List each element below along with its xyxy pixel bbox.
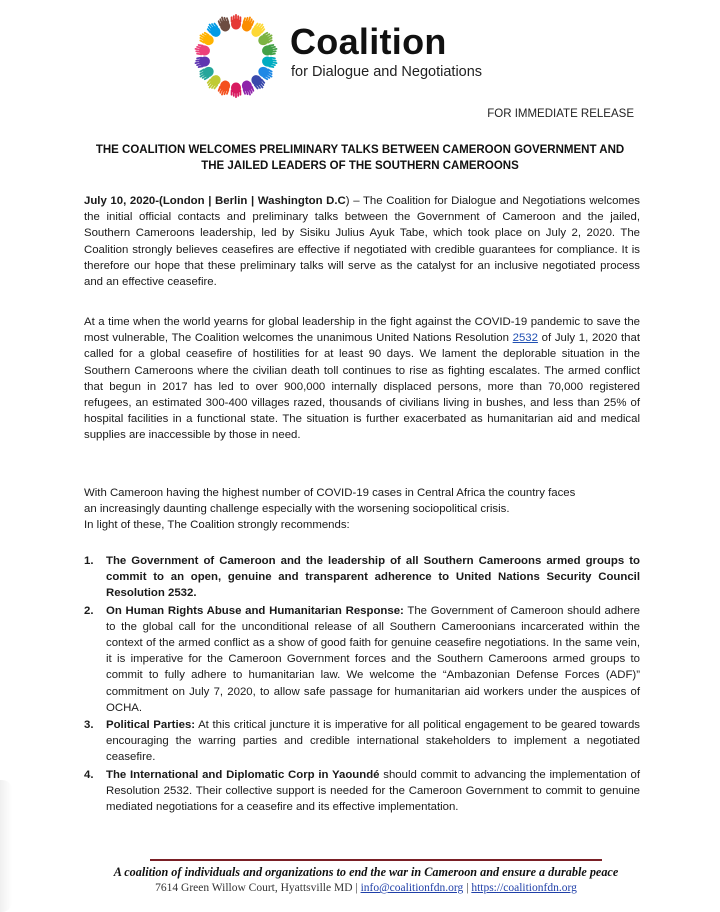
paragraph-text: of July 1, 2020 that called for a global ceasefire of hostilities for at least 90 days. We lament the deplorable situation in the Southern Cameroons where the civilian death toll continues to rise as fighting escalates. The armed conflict that begun in 2017 has led to over 900,000 internally displaced persons, more than 70,000 registered refugees, an estimated 300-400 villages razed, thousands of civilians living in bushes, and less than 25% of hospital facilities in a functional state. The situation is further exacerbated as humanitarian aid and medical supplies are inaccessible by those in need. — [84, 332, 640, 442]
list-item-bold: The International and Diplomatic Corp in Yaoundé — [106, 768, 380, 781]
list-number: 3. — [84, 719, 94, 732]
paragraph-text: At a time when the world yearns for global leadership in the fight against the COVID-19 pandemic to save the most vulnerable, The Coalition welcomes the unanimous United Nations Resolution — [84, 316, 640, 345]
list-item — [84, 717, 640, 766]
paragraph-line: With Cameroon having the highest number of COVID-19 cases in Central Africa the country faces — [84, 487, 576, 499]
list-item-bold: On Human Rights Abuse and Humanitarian Response: — [106, 604, 404, 617]
hand-print — [231, 83, 242, 99]
list-number: 2. — [84, 604, 94, 617]
list-number: 1. — [84, 555, 94, 567]
list-item-text: At this critical juncture it is imperative for all political engagement to be geared towards encouraging the warring parties and credible international stakeholders to implement a negotiated ceasefire. — [106, 719, 640, 764]
paragraph-intro — [84, 193, 640, 290]
hand-print — [261, 43, 278, 56]
headline-line: THE COALITION WELCOMES PRELIMINARY TALKS BETWEEN CAMEROON GOVERNMENT AND — [95, 144, 625, 156]
headline — [80, 142, 640, 174]
page-edge-shadow — [0, 780, 12, 912]
list-item — [84, 553, 640, 602]
list-item-text: should commit to advancing the implementation of Resolution 2532. Their collective support is needed for the Cameroon Government to commit to genuine mediated negotiations for a ceasefire and its effective implementation. — [106, 768, 640, 814]
separator: | — [463, 882, 472, 894]
footer-address — [56, 882, 676, 894]
brand-subtitle: for Dialogue and Negotiations — [291, 64, 483, 80]
recommendations-list — [84, 553, 640, 816]
headline-line: THE JAILED LEADERS OF THE SOUTHERN CAMEROONS — [201, 160, 519, 172]
hand-print — [231, 14, 242, 30]
address-text: 7614 Green Willow Court, Hyattsville MD | — [155, 882, 361, 894]
list-item — [84, 767, 640, 816]
release-label: FOR IMMEDIATE RELEASE — [487, 108, 634, 120]
footer-tagline: A coalition of individuals and organizations to end the war in Cameroon and ensure a durable peace — [113, 865, 619, 879]
footer-divider — [150, 859, 602, 861]
paragraph-text: ) – The Coalition for Dialogue and Negotiations welcomes the initial official contacts and preliminary talks between the Government of Cameroon and the jailed, Southern Cameroons leadership, led by Sisiku Julius Ayuk Tabe, which took place on July 2, 2020. The Coalition strongly believes ceasefires are effective if negotiated with credible guarantees for compliance. It is therefore our hope that these preliminary talks will serve as the catalyst for an inclusive negotiated process and an effective ceasefire. — [84, 195, 640, 289]
website-link[interactable]: https://coalitionfdn.org — [471, 882, 577, 894]
hand-print — [194, 43, 211, 56]
paragraph-context — [84, 314, 640, 444]
paragraph-line: In light of these, The Coalition strongly recommends: — [84, 519, 350, 532]
resolution-link[interactable]: 2532 — [512, 332, 538, 345]
list-item — [84, 603, 640, 716]
hand-print — [194, 55, 211, 68]
list-item-bold: The Government of Cameroon and the leadership of all Southern Cameroons armed groups to commit to an open, genuine and transparent adherence to United Nations Security Council Resolution 2532. — [106, 555, 640, 600]
list-number: 4. — [84, 768, 94, 781]
hand-print — [261, 55, 278, 68]
dateline: July 10, 2020-(London | Berlin | Washington D.C — [84, 195, 346, 207]
paragraph-recommend-intro — [84, 485, 640, 534]
brand-title: Coalition — [290, 21, 447, 62]
email-link[interactable]: info@coalitionfdn.org — [360, 882, 464, 894]
list-item-text: The Government of Cameroon should adhere to the global call for the unconditional release of all Southern Cameroonians incarcerated within the context of the armed conflict as a show of good faith for genuine ceasefire negotiations. In the same vein, it is imperative for the Cameroon Government forces and the Southern Cameroons armed groups to commit to fully adhere to humanitarian law. We welcome the “Ambazonian Defense Forces (ADF)” commitment on July 7, 2020, to allow safe passage for humanitarian aid workers under the auspices of OCHA. — [106, 604, 640, 714]
list-item-bold: Political Parties: — [106, 719, 196, 732]
hands-circle-logo-icon — [186, 10, 286, 102]
paragraph-line: an increasingly daunting challenge especially with the worsening sociopolitical crisis. — [84, 503, 510, 516]
